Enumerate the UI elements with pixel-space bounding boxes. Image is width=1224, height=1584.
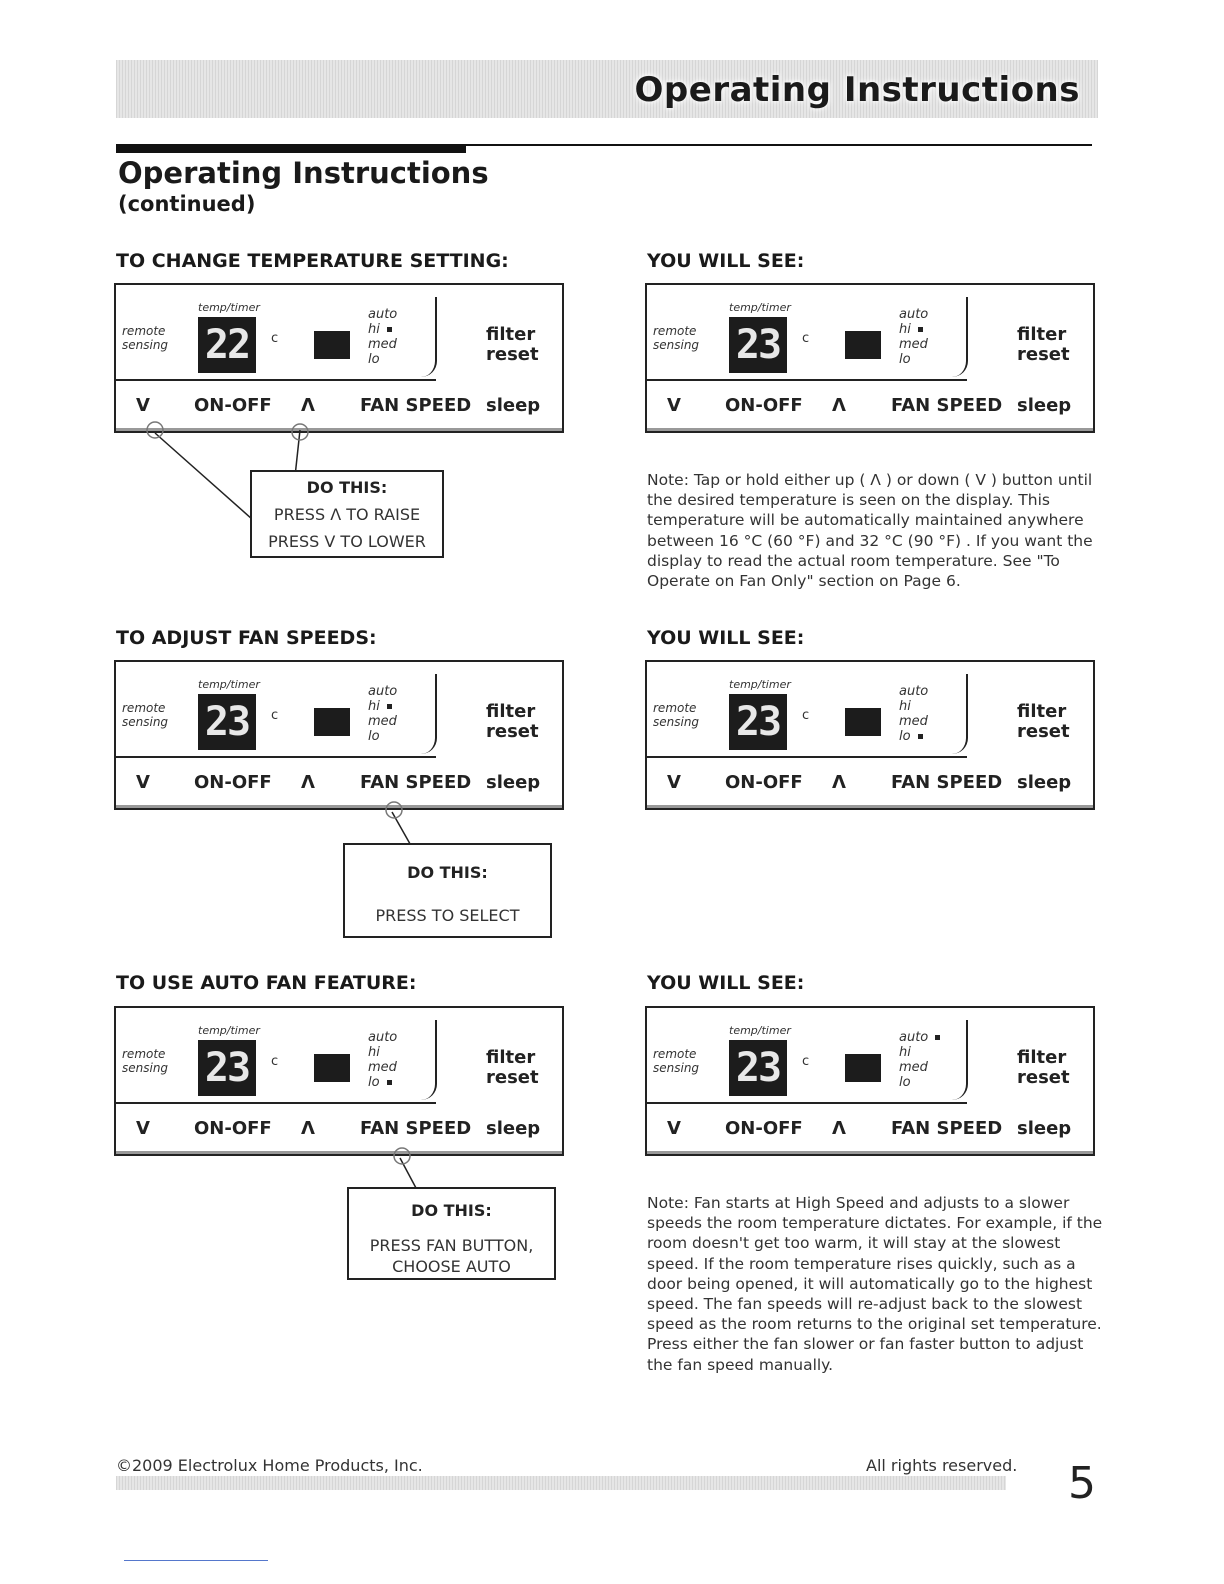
callout-title: DO THIS: <box>407 863 488 882</box>
bottom-link-line <box>124 1560 268 1561</box>
temperature-display: 23 <box>729 694 787 750</box>
sleep-button[interactable]: sleep <box>1017 772 1072 793</box>
filter-reset-button[interactable]: filter reset <box>1017 324 1070 365</box>
footer-rights: All rights reserved. <box>866 1456 1018 1475</box>
callout-auto-fan <box>347 1187 556 1280</box>
on-off-button[interactable]: ON-OFF <box>725 1118 803 1139</box>
page-number: 5 <box>1068 1458 1096 1509</box>
fan-level-lo: lo <box>899 352 911 367</box>
note-auto-fan: Note: Fan starts at High Speed and adjusts to a slower speeds the room temperature dictates. For example, if the room doesn't get too warm, it will stay at the slowest speed. If the room temperature rises quickly, such as a door being opened, it will automatically go to the highest speed. The fan speeds will re-adjust back to the slowest speed as the room returns to the original set temperature. Press either the fan slower or fan faster button to adjust the fan speed manually. <box>647 1194 1103 1374</box>
on-off-button[interactable]: ON-OFF <box>194 772 272 793</box>
fan-speed-button[interactable]: FAN SPEED <box>891 772 1003 793</box>
fan-level-lo: lo <box>899 1075 911 1090</box>
sleep-button[interactable]: sleep <box>486 395 541 416</box>
temp-timer-label: temp/timer <box>198 1024 260 1037</box>
callout-title: DO THIS: <box>411 1201 492 1220</box>
fan-level-hi: hi <box>368 699 397 714</box>
callout-line: PRESS FAN BUTTON, <box>369 1236 534 1255</box>
filter-reset-button[interactable]: filter reset <box>486 701 539 742</box>
fan-level-med: med <box>899 337 928 352</box>
you-will-see-heading-2: YOU WILL SEE: <box>647 627 805 649</box>
filter-reset-button[interactable]: filter reset <box>1017 701 1070 742</box>
note-temperature: Note: Tap or hold either up ( Λ ) or down ( V ) button until the desired temperature is seen on the display. This temperature will be automatically maintained anywhere between 16 °C (60 °F) and 32 °C (90 °F) . If you want the display to read the actual room temperature. See "To Operate on Fan Only" section on Page 6. <box>647 471 1093 591</box>
temp-timer-label: temp/timer <box>198 678 260 691</box>
section-heading-change-temperature: TO CHANGE TEMPERATURE SETTING: <box>116 250 509 272</box>
fan-level-auto: auto <box>899 1030 940 1045</box>
sensing-label: sensing <box>653 338 700 352</box>
unit-label: c <box>802 1054 810 1069</box>
sensing-label: sensing <box>653 1061 700 1075</box>
down-button[interactable]: V <box>136 1118 150 1139</box>
temp-timer-label: temp/timer <box>198 301 260 314</box>
temperature-display: 23 <box>198 1040 256 1096</box>
fan-speed-button[interactable]: FAN SPEED <box>891 1118 1003 1139</box>
fan-level-hi: hi <box>368 1045 380 1060</box>
on-off-button[interactable]: ON-OFF <box>194 395 272 416</box>
sleep-button[interactable]: sleep <box>1017 395 1072 416</box>
fan-level-hi: hi <box>368 322 397 337</box>
fan-level-lo: lo <box>899 729 928 744</box>
fan-level-hi: hi <box>899 699 911 714</box>
callout-title: DO THIS: <box>306 478 388 497</box>
fan-speed-button[interactable]: FAN SPEED <box>360 772 472 793</box>
remote-label: remote <box>653 1047 697 1061</box>
fan-level-auto: auto <box>368 684 398 699</box>
section-heading-adjust-fan: TO ADJUST FAN SPEEDS: <box>116 627 377 649</box>
down-button[interactable]: V <box>136 772 150 793</box>
filter-reset-button[interactable]: filter reset <box>486 1047 539 1088</box>
sleep-button[interactable]: sleep <box>1017 1118 1072 1139</box>
section-heading-auto-fan: TO USE AUTO FAN FEATURE: <box>116 972 417 994</box>
fan-level-med: med <box>899 1060 928 1075</box>
callout-line: PRESS TO SELECT <box>375 906 520 925</box>
temperature-display: 22 <box>198 317 256 373</box>
temp-timer-label: temp/timer <box>729 301 791 314</box>
filter-reset-button[interactable]: filter reset <box>1017 1047 1070 1088</box>
fan-speed-button[interactable]: FAN SPEED <box>360 395 472 416</box>
up-button[interactable]: Λ <box>832 395 846 416</box>
temperature-display: 23 <box>729 317 787 373</box>
temp-timer-label: temp/timer <box>729 1024 791 1037</box>
page-subtitle: (continued) <box>118 192 256 216</box>
footer-copyright: ©2009 Electrolux Home Products, Inc. <box>116 1456 423 1475</box>
fan-level-lo: lo <box>368 352 380 367</box>
down-button[interactable]: V <box>667 772 681 793</box>
temperature-display: 23 <box>729 1040 787 1096</box>
callout-adjust-fan <box>343 843 552 938</box>
up-button[interactable]: Λ <box>832 1118 846 1139</box>
remote-label: remote <box>122 1047 166 1061</box>
down-button[interactable]: V <box>667 1118 681 1139</box>
fan-level-hi: hi <box>899 1045 911 1060</box>
filter-reset-button[interactable]: filter reset <box>486 324 539 365</box>
sensing-label: sensing <box>122 715 169 729</box>
sleep-button[interactable]: sleep <box>486 1118 541 1139</box>
sensing-label: sensing <box>122 338 169 352</box>
callout-change-temperature <box>250 470 444 558</box>
banner-title: Operating Instructions <box>634 70 1080 110</box>
callout-line: PRESS Λ TO RAISE <box>273 505 421 524</box>
sensing-label: sensing <box>653 715 700 729</box>
fan-level-med: med <box>368 337 397 352</box>
on-off-button[interactable]: ON-OFF <box>725 772 803 793</box>
down-button[interactable]: V <box>667 395 681 416</box>
on-off-button[interactable]: ON-OFF <box>725 395 803 416</box>
unit-label: c <box>271 708 279 723</box>
unit-label: c <box>271 1054 279 1069</box>
fan-level-lo: lo <box>368 729 380 744</box>
remote-label: remote <box>122 701 166 715</box>
remote-label: remote <box>653 324 697 338</box>
fan-level-auto: auto <box>899 684 929 699</box>
sleep-button[interactable]: sleep <box>486 772 541 793</box>
up-button[interactable]: Λ <box>832 772 846 793</box>
up-button[interactable]: Λ <box>301 772 315 793</box>
fan-level-auto: auto <box>368 1030 398 1045</box>
you-will-see-heading-3: YOU WILL SEE: <box>647 972 805 994</box>
remote-label: remote <box>653 701 697 715</box>
fan-level-auto: auto <box>899 307 929 322</box>
unit-label: c <box>271 331 279 346</box>
unit-label: c <box>802 331 810 346</box>
fan-level-med: med <box>368 714 397 729</box>
remote-label: remote <box>122 324 166 338</box>
unit-label: c <box>802 708 810 723</box>
fan-speed-button[interactable]: FAN SPEED <box>891 395 1003 416</box>
page-title: Operating Instructions <box>118 156 489 190</box>
fan-level-hi: hi <box>899 322 928 337</box>
you-will-see-heading-1: YOU WILL SEE: <box>647 250 805 272</box>
fan-speed-button[interactable]: FAN SPEED <box>360 1118 472 1139</box>
sensing-label: sensing <box>122 1061 169 1075</box>
fan-level-lo: lo <box>368 1075 397 1090</box>
footer-bar <box>116 1476 1006 1490</box>
up-button[interactable]: Λ <box>301 395 315 416</box>
fan-level-auto: auto <box>368 307 398 322</box>
temperature-display: 23 <box>198 694 256 750</box>
callout-line: CHOOSE AUTO <box>392 1257 511 1276</box>
fan-level-med: med <box>899 714 928 729</box>
up-button[interactable]: Λ <box>301 1118 315 1139</box>
fan-level-med: med <box>368 1060 397 1075</box>
down-button[interactable]: V <box>136 395 150 416</box>
on-off-button[interactable]: ON-OFF <box>194 1118 272 1139</box>
temp-timer-label: temp/timer <box>729 678 791 691</box>
callout-line: PRESS V TO LOWER <box>268 532 426 551</box>
